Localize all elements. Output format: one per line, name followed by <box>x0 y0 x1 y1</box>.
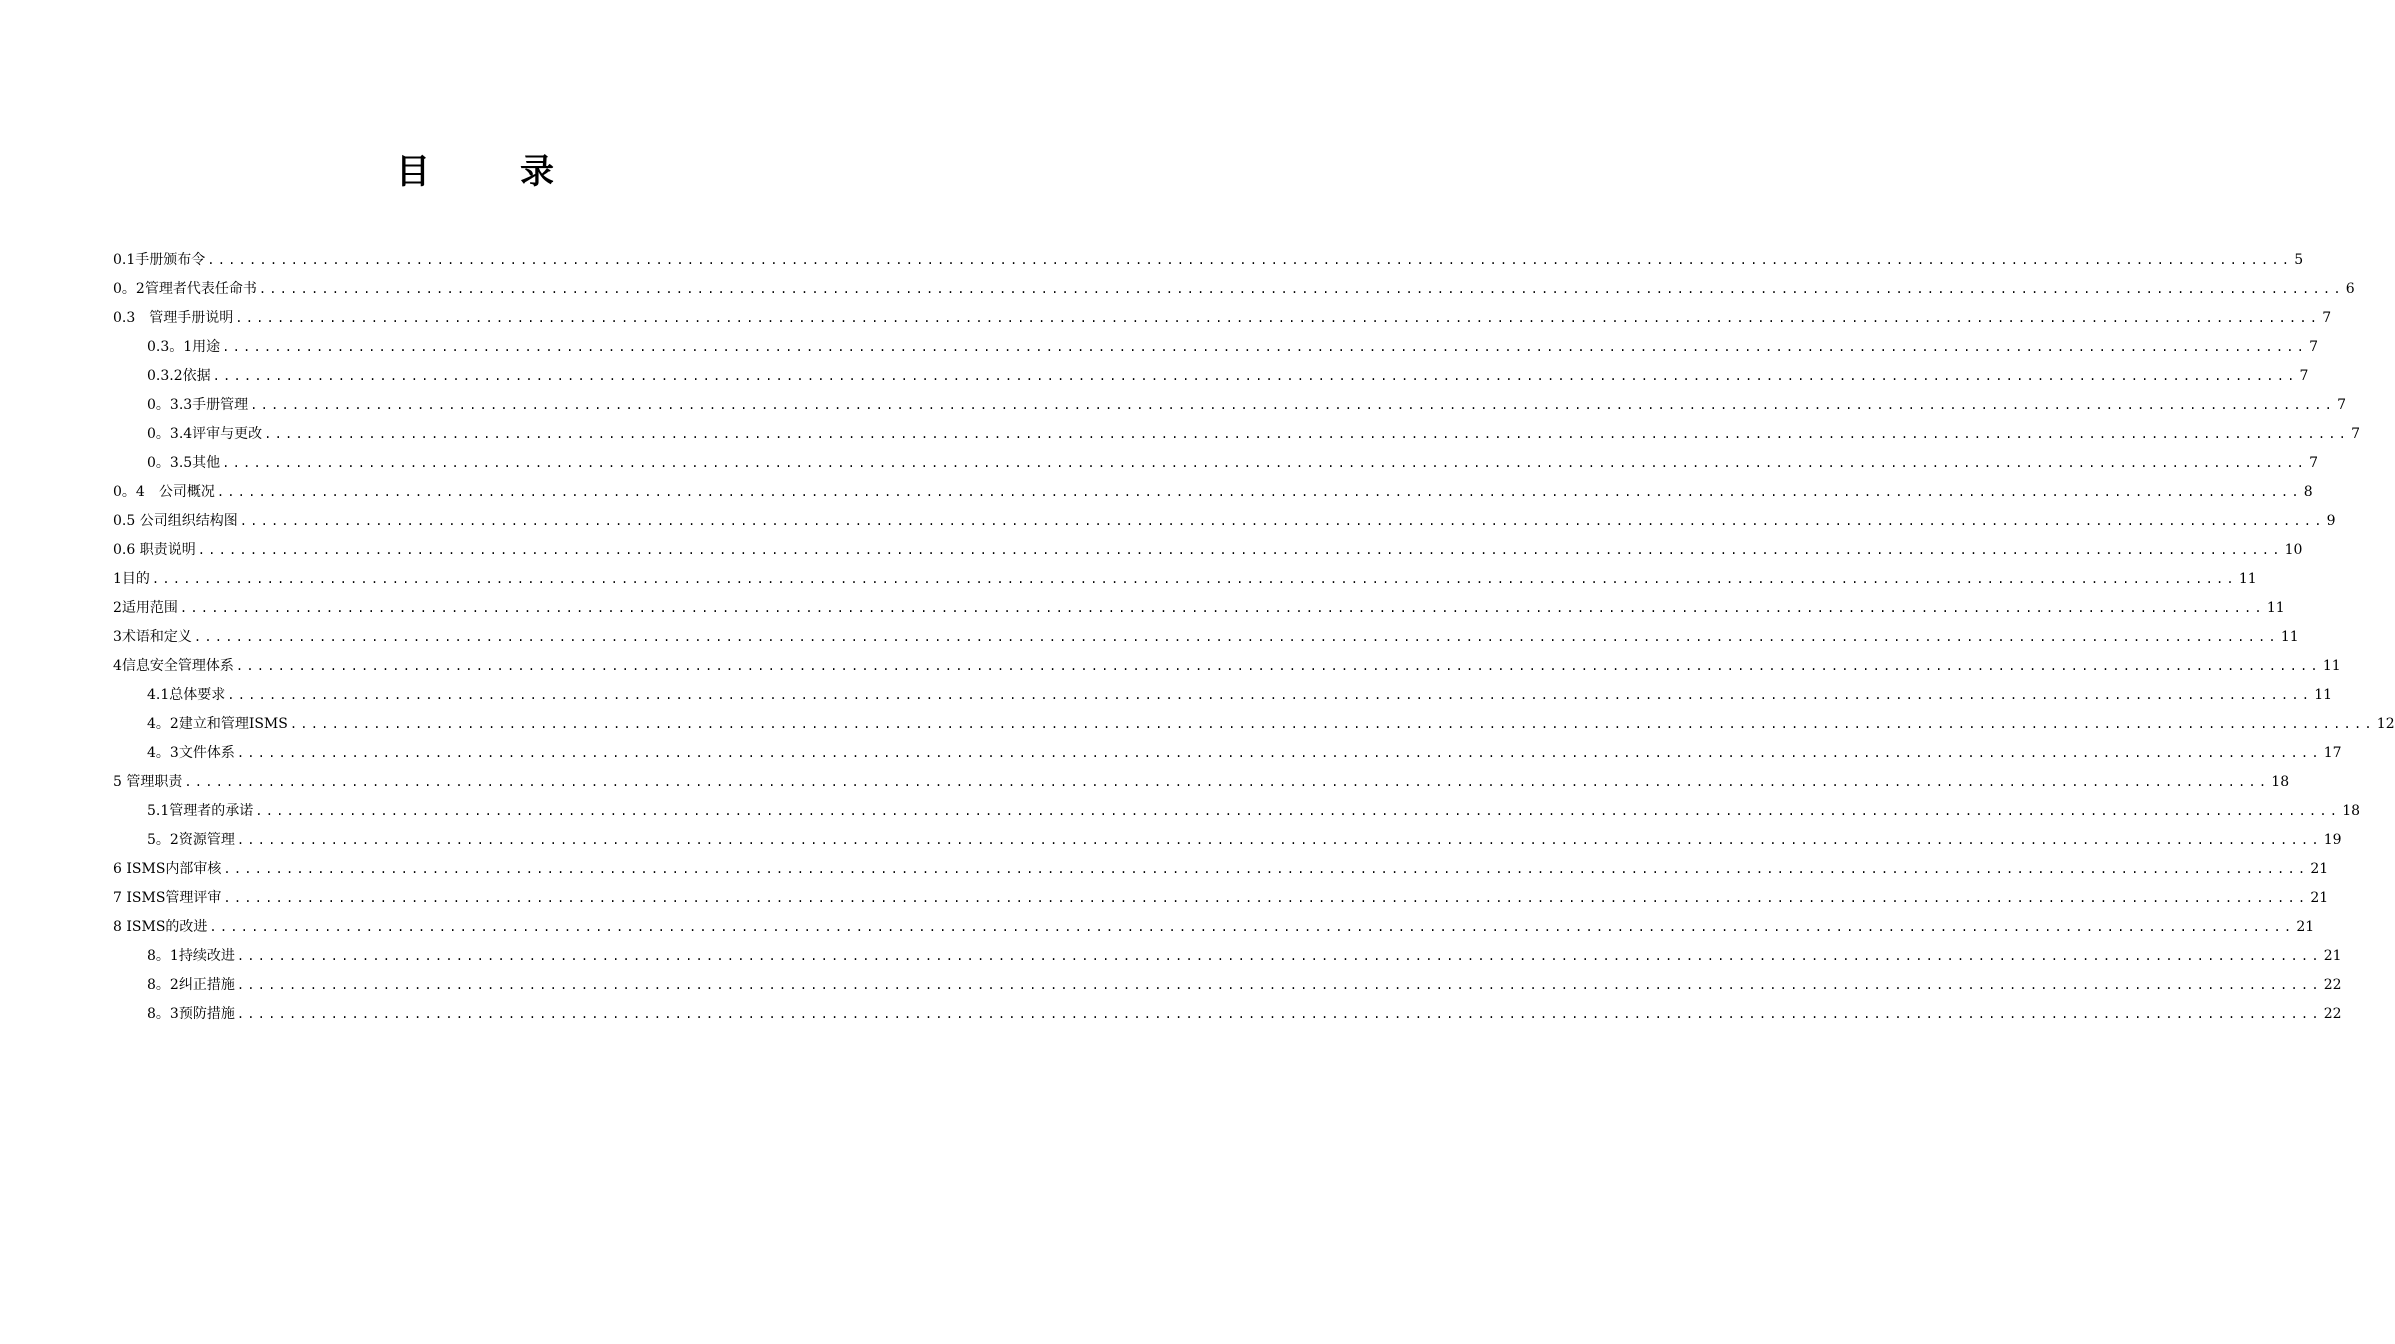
toc-leader-dots: ........................................................................................................................................................................................................ <box>209 920 2295 934</box>
toc-entry[interactable] <box>113 565 2257 594</box>
toc-entry-label: 5.1管理者的承诺 <box>147 803 254 819</box>
toc-leader-dots: ........................................................................................................................................................................................................ <box>289 717 2375 731</box>
toc-entry[interactable] <box>113 826 2342 855</box>
toc-entry-label: 5。2资源管理 <box>147 832 235 848</box>
toc-leader-dots: ........................................................................................................................................................................................................ <box>216 485 2302 499</box>
toc-entry-page-number: 8 <box>2303 484 2313 500</box>
toc-entry-label: 0.3.2依据 <box>147 368 211 384</box>
toc-entry-page-number: 7 <box>2322 310 2332 326</box>
toc-entry[interactable] <box>113 623 2299 652</box>
toc-leader-dots: ........................................................................................................................................................................................................ <box>264 427 2350 441</box>
toc-entry[interactable] <box>113 449 2319 478</box>
toc-leader-dots: ........................................................................................................................................................................................................ <box>236 949 2322 963</box>
toc-entry[interactable] <box>113 420 2361 449</box>
toc-leader-dots: ........................................................................................................................................................................................................ <box>223 891 2309 905</box>
toc-leader-dots: ........................................................................................................................................................................................................ <box>236 746 2322 760</box>
toc-entry-page-number: 5 <box>2294 252 2304 268</box>
toc-entry-page-number: 11 <box>2266 600 2285 616</box>
toc-entry-label: 5 管理职责 <box>113 774 183 790</box>
toc-leader-dots: ........................................................................................................................................................................................................ <box>222 340 2308 354</box>
toc-list <box>113 246 2395 1029</box>
toc-entry[interactable] <box>113 391 2347 420</box>
toc-entry[interactable] <box>113 884 2329 913</box>
toc-entry-page-number: 7 <box>2337 397 2347 413</box>
toc-leader-dots: ........................................................................................................................................................................................................ <box>255 804 2341 818</box>
toc-entry-label: 0。4 公司概况 <box>113 484 215 500</box>
toc-entry-page-number: 19 <box>2323 832 2342 848</box>
toc-entry-label: 4信息安全管理体系 <box>113 658 234 674</box>
toc-leader-dots: ........................................................................................................................................................................................................ <box>151 572 2237 586</box>
toc-entry-page-number: 17 <box>2323 745 2342 761</box>
toc-entry-label: 2适用范围 <box>113 600 178 616</box>
toc-entry-page-number: 11 <box>2280 629 2299 645</box>
toc-entry-label: 0。3.3手册管理 <box>147 397 249 413</box>
toc-leader-dots: ........................................................................................................................................................................................................ <box>193 630 2279 644</box>
toc-entry-label: 8。1持续改进 <box>147 948 235 964</box>
toc-entry-page-number: 10 <box>2284 542 2303 558</box>
toc-entry-page-number: 21 <box>2323 948 2342 964</box>
toc-title: 目 录 <box>396 152 582 192</box>
toc-leader-dots: ........................................................................................................................................................................................................ <box>179 601 2265 615</box>
toc-entry[interactable] <box>113 304 2332 333</box>
toc-entry-label: 0。3.5其他 <box>147 455 221 471</box>
toc-entry[interactable] <box>113 478 2313 507</box>
toc-entry[interactable] <box>113 739 2342 768</box>
toc-entry[interactable] <box>113 768 2290 797</box>
toc-leader-dots: ........................................................................................................................................................................................................ <box>239 514 2325 528</box>
toc-entry[interactable] <box>113 681 2333 710</box>
toc-entry-page-number: 11 <box>2238 571 2257 587</box>
toc-entry-label: 4。2建立和管理ISMS <box>147 716 288 732</box>
toc-entry[interactable] <box>113 507 2336 536</box>
toc-entry[interactable] <box>113 971 2342 1000</box>
toc-entry-page-number: 9 <box>2326 513 2336 529</box>
toc-leader-dots: ........................................................................................................................................................................................................ <box>250 398 2336 412</box>
toc-leader-dots: ........................................................................................................................................................................................................ <box>235 311 2321 325</box>
toc-entry-label: 1目的 <box>113 571 150 587</box>
toc-entry-label: 8 ISMS的改进 <box>113 919 208 935</box>
toc-entry-page-number: 22 <box>2323 1006 2342 1022</box>
toc-entry-label: 0.3。1用途 <box>147 339 221 355</box>
toc-leader-dots: ........................................................................................................................................................................................................ <box>223 862 2309 876</box>
toc-entry[interactable] <box>113 652 2341 681</box>
toc-leader-dots: ........................................................................................................................................................................................................ <box>207 253 2293 267</box>
toc-entry-label: 8。3预防措施 <box>147 1006 235 1022</box>
toc-entry-label: 0。3.4评审与更改 <box>147 426 263 442</box>
toc-entry[interactable] <box>113 333 2319 362</box>
toc-leader-dots: ........................................................................................................................................................................................................ <box>236 833 2322 847</box>
toc-entry-page-number: 7 <box>2309 455 2319 471</box>
toc-entry-page-number: 21 <box>2296 919 2315 935</box>
toc-entry-label: 4.1总体要求 <box>147 687 226 703</box>
toc-entry[interactable] <box>113 913 2315 942</box>
toc-leader-dots: ........................................................................................................................................................................................................ <box>222 456 2308 470</box>
toc-entry-page-number: 18 <box>2342 803 2361 819</box>
toc-entry[interactable] <box>113 275 2355 304</box>
toc-entry-page-number: 6 <box>2345 281 2355 297</box>
toc-entry-page-number: 21 <box>2310 861 2329 877</box>
toc-entry[interactable] <box>113 362 2309 391</box>
toc-leader-dots: ........................................................................................................................................................................................................ <box>212 369 2298 383</box>
toc-entry-label: 7 ISMS管理评审 <box>113 890 222 906</box>
toc-entry-page-number: 22 <box>2323 977 2342 993</box>
toc-entry-label: 3术语和定义 <box>113 629 192 645</box>
toc-entry-page-number: 11 <box>2322 658 2341 674</box>
toc-leader-dots: ........................................................................................................................................................................................................ <box>258 282 2344 296</box>
toc-entry-label: 0.3 管理手册说明 <box>113 310 234 326</box>
toc-entry-page-number: 12 <box>2376 716 2395 732</box>
toc-entry-page-number: 7 <box>2299 368 2309 384</box>
toc-entry[interactable] <box>113 246 2304 275</box>
toc-entry-page-number: 7 <box>2351 426 2361 442</box>
toc-leader-dots: ........................................................................................................................................................................................................ <box>236 1007 2322 1021</box>
toc-entry-page-number: 11 <box>2314 687 2333 703</box>
toc-entry-label: 0。2管理者代表任命书 <box>113 281 257 297</box>
toc-entry-label: 0.1手册颁布令 <box>113 252 206 268</box>
toc-entry[interactable] <box>113 594 2285 623</box>
toc-leader-dots: ........................................................................................................................................................................................................ <box>197 543 2283 557</box>
toc-leader-dots: ........................................................................................................................................................................................................ <box>236 978 2322 992</box>
toc-entry[interactable] <box>113 1000 2342 1029</box>
toc-entry[interactable] <box>113 710 2395 739</box>
toc-entry-page-number: 7 <box>2309 339 2319 355</box>
toc-entry-label: 0.5 公司组织结构图 <box>113 513 238 529</box>
toc-entry-label: 4。3文件体系 <box>147 745 235 761</box>
toc-entry[interactable] <box>113 942 2342 971</box>
toc-entry[interactable] <box>113 855 2329 884</box>
toc-entry-page-number: 18 <box>2271 774 2290 790</box>
toc-entry[interactable] <box>113 536 2303 565</box>
toc-entry-page-number: 21 <box>2310 890 2329 906</box>
toc-entry-label: 0.6 职责说明 <box>113 542 196 558</box>
toc-leader-dots: ........................................................................................................................................................................................................ <box>227 688 2313 702</box>
toc-entry[interactable] <box>113 797 2361 826</box>
toc-leader-dots: ........................................................................................................................................................................................................ <box>184 775 2270 789</box>
toc-leader-dots: ........................................................................................................................................................................................................ <box>235 659 2321 673</box>
toc-entry-label: 6 ISMS内部审核 <box>113 861 222 877</box>
toc-entry-label: 8。2纠正措施 <box>147 977 235 993</box>
